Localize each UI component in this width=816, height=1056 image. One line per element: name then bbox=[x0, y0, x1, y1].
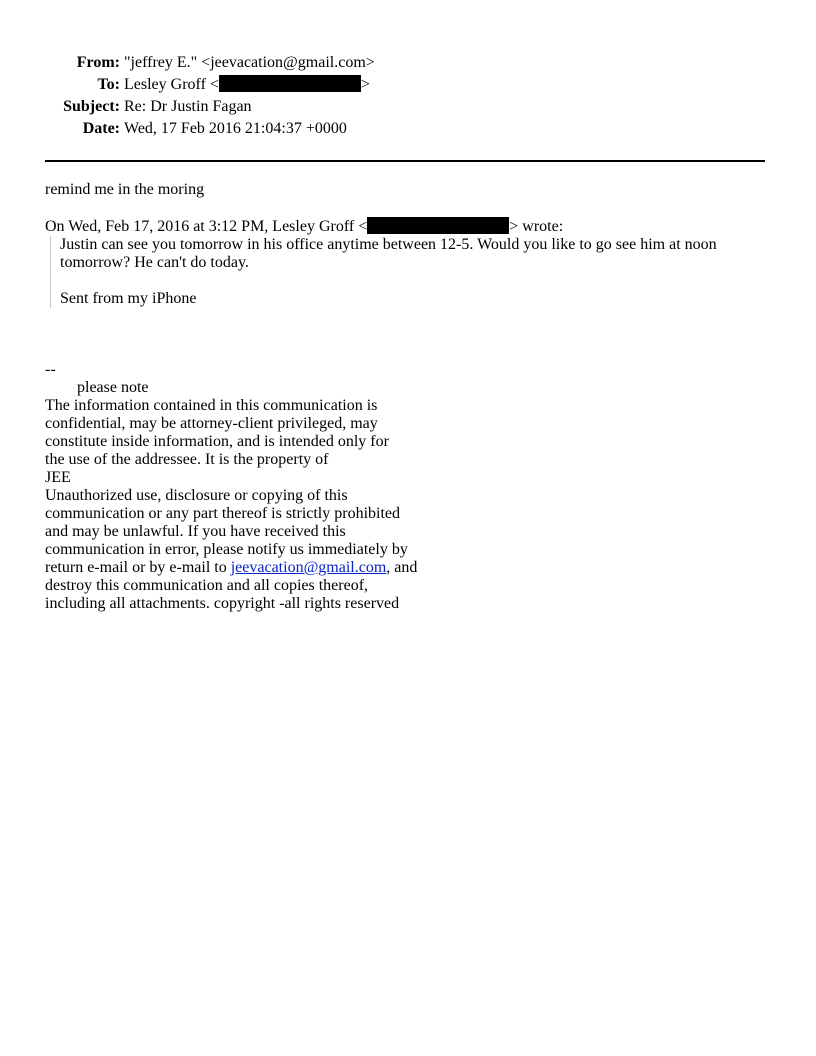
attribution-prefix: On Wed, Feb 17, 2016 at 3:12 PM, Lesley Groff < bbox=[45, 218, 368, 235]
subject-value: Re: Dr Justin Fagan bbox=[124, 98, 252, 115]
signature-separator: -- bbox=[45, 361, 56, 378]
disclaimer-line: destroy this communication and all copies thereof, bbox=[45, 577, 369, 594]
disclaimer-line: confidential, may be attorney-client privileged, may bbox=[45, 415, 378, 432]
disclaimer-line: including all attachments. copyright -all rights reserved bbox=[45, 595, 400, 612]
email-prefix: return e-mail or by e-mail to bbox=[45, 559, 231, 576]
quoted-signature: Sent from my iPhone bbox=[60, 290, 197, 307]
to-name: Lesley Groff < bbox=[124, 76, 219, 93]
disclaimer-line: and may be unlawful. If you have received this bbox=[45, 523, 346, 540]
to-row bbox=[0, 75, 816, 97]
redacted-email-box bbox=[367, 217, 509, 234]
subject-label: Subject: bbox=[63, 98, 120, 115]
disclaimer-line: the use of the addressee. It is the property of bbox=[45, 451, 329, 468]
date-row bbox=[0, 119, 816, 141]
quoted-message: Justin can see you tomorrow in his office anytime between 12-5. Would you like to go see him at noon tomorrow? He can't do today. bbox=[60, 236, 717, 271]
disclaimer-line: communication or any part thereof is strictly prohibited bbox=[45, 505, 401, 522]
email-body bbox=[45, 181, 765, 308]
to-value bbox=[124, 75, 370, 95]
disclaimer-line: The information contained in this communication is bbox=[45, 397, 378, 414]
disclaimer-line: constitute inside information, and is intended only for bbox=[45, 433, 389, 450]
from-label: From: bbox=[76, 54, 120, 71]
from-row bbox=[0, 53, 816, 75]
to-close-bracket: > bbox=[360, 76, 370, 93]
disclaimer-line: communication in error, please notify us immediately by bbox=[45, 541, 408, 558]
to-label: To: bbox=[97, 76, 120, 93]
disclaimer-email-line bbox=[45, 559, 445, 577]
quote-attribution bbox=[45, 217, 765, 236]
reply-text: remind me in the moring bbox=[45, 181, 205, 198]
quoted-message-block bbox=[50, 236, 730, 308]
signature-note: please note bbox=[77, 379, 149, 396]
subject-row bbox=[0, 97, 816, 119]
email-suffix: , and bbox=[386, 559, 418, 576]
signature-block bbox=[45, 361, 445, 613]
header-divider bbox=[45, 160, 765, 162]
disclaimer-line: Unauthorized use, disclosure or copying of this bbox=[45, 487, 348, 504]
email-link[interactable]: jeevacation@gmail.com bbox=[230, 559, 387, 576]
redacted-email-box bbox=[219, 75, 361, 92]
disclaimer-line: JEE bbox=[45, 469, 71, 486]
email-headers bbox=[0, 53, 816, 141]
date-value: Wed, 17 Feb 2016 21:04:37 +0000 bbox=[124, 120, 347, 137]
attribution-suffix: > wrote: bbox=[509, 218, 564, 235]
from-value: "jeffrey E." <jeevacation@gmail.com> bbox=[124, 54, 375, 71]
date-label: Date: bbox=[82, 120, 120, 137]
